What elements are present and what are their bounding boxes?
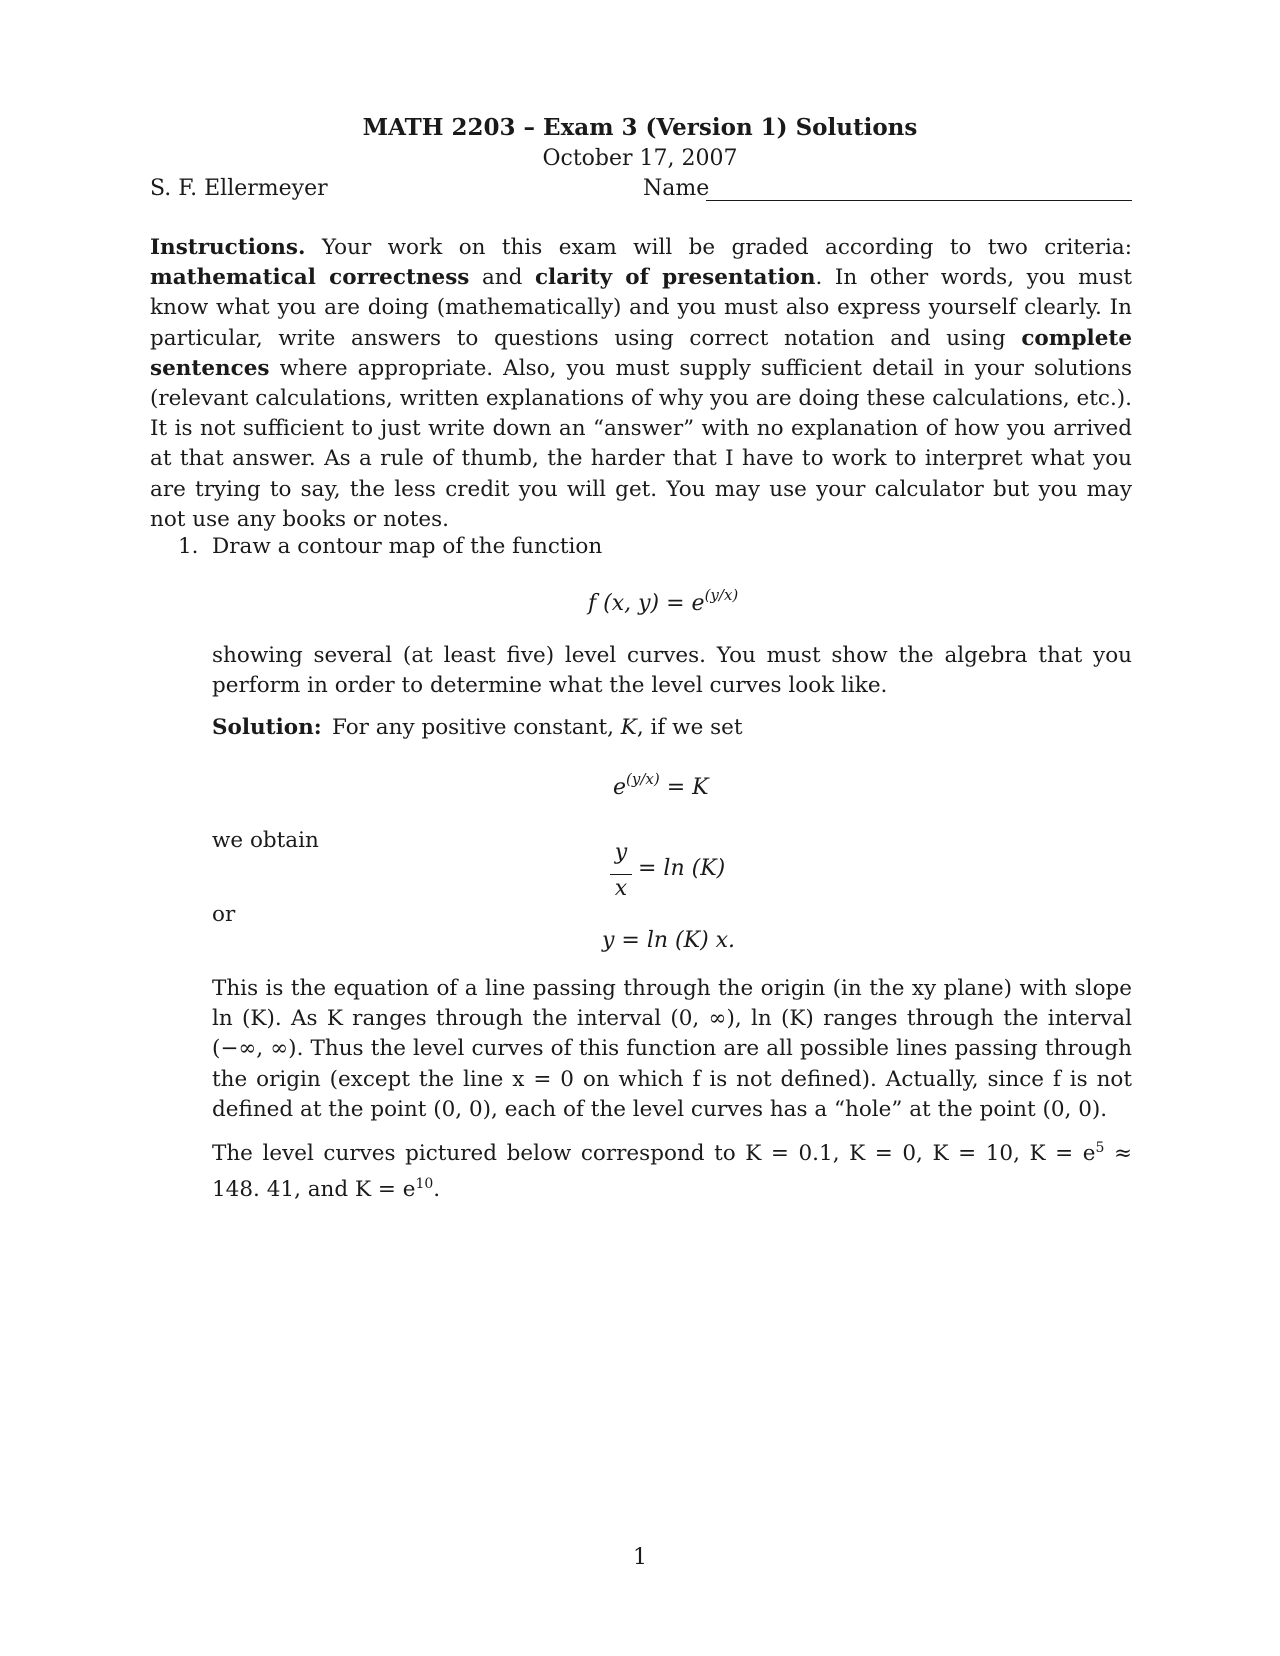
- equation-set-k: $e^{(y/x)} = K$: [613, 770, 709, 800]
- exam-date: October 17, 2007: [542, 146, 738, 171]
- fraction-bar: [610, 874, 632, 875]
- solution-intro: For any positive constant, K, if we set: [332, 715, 743, 740]
- instructions-lead: Instructions.: [150, 235, 306, 260]
- or-text: or: [212, 902, 236, 927]
- solution-paragraph-2: The level curves pictured below correspond to K = 0.1, K = 0, K = 10, $K = e^5 \approx 148$. 41, and $K = e^{10}$.: [212, 1140, 1132, 1203]
- solution-paragraph-1: This is the equation of a line passing through the origin (in the xy plane) with slope ln (K). As K ranges through the interval (0, ∞), ln (K) ranges through the interval (−∞, ∞). Thus the level curves of this function are all possible lines passing through the origin (except the line x = 0 on which f is not defined). Actually, since f is not defined at the point (0, 0), each of the level curves has a “hole” at the point (0, 0).: [212, 976, 1132, 1122]
- instructions-paragraph: Instructions. Your work on this exam will be graded according to two criteria: mathematical correctness and clarity of presentation. In other words, you must know what you are doing (mathematically) and you must also express yourself clearly. In particular, write answers to questions using correct notation and using complete sentences where appropriate. Also, you must supply sufficient detail in your solutions (relevant calculations, written explanations of why you are doing these calculations, etc.). It is not sufficient to just write down an “answer” with no explanation of how you arrived at that answer. As a rule of thumb, the harder that I have to work to interpret what you are trying to say, the less credit you will get. You may use your calculator but you may not use any books or notes.: [150, 235, 1132, 532]
- page-number: 1: [633, 1545, 647, 1570]
- question-prompt: Draw a contour map of the function: [212, 534, 603, 559]
- question-body: showing several (at least five) level curves. You must show the algebra that you perform in order to determine what the level curves look like.: [212, 643, 1132, 699]
- we-obtain-text: we obtain: [212, 828, 319, 853]
- author-name: S. F. Ellermeyer: [150, 176, 328, 201]
- fraction-denominator: x: [614, 876, 628, 901]
- question-number: 1.: [178, 534, 199, 559]
- line-equation: y = ln (K) x.: [602, 928, 736, 953]
- function-equation: f (x, $y) = e^{(y/x)}$: [588, 586, 739, 616]
- name-blank-line: [706, 200, 1132, 201]
- name-label: Name: [643, 176, 710, 201]
- equation-ln-k: = ln (K): [638, 856, 726, 881]
- solution-label: Solution:: [212, 715, 322, 740]
- fraction-numerator: y: [614, 840, 628, 865]
- exam-title: MATH 2203 – Exam 3 (Version 1) Solutions: [362, 114, 918, 141]
